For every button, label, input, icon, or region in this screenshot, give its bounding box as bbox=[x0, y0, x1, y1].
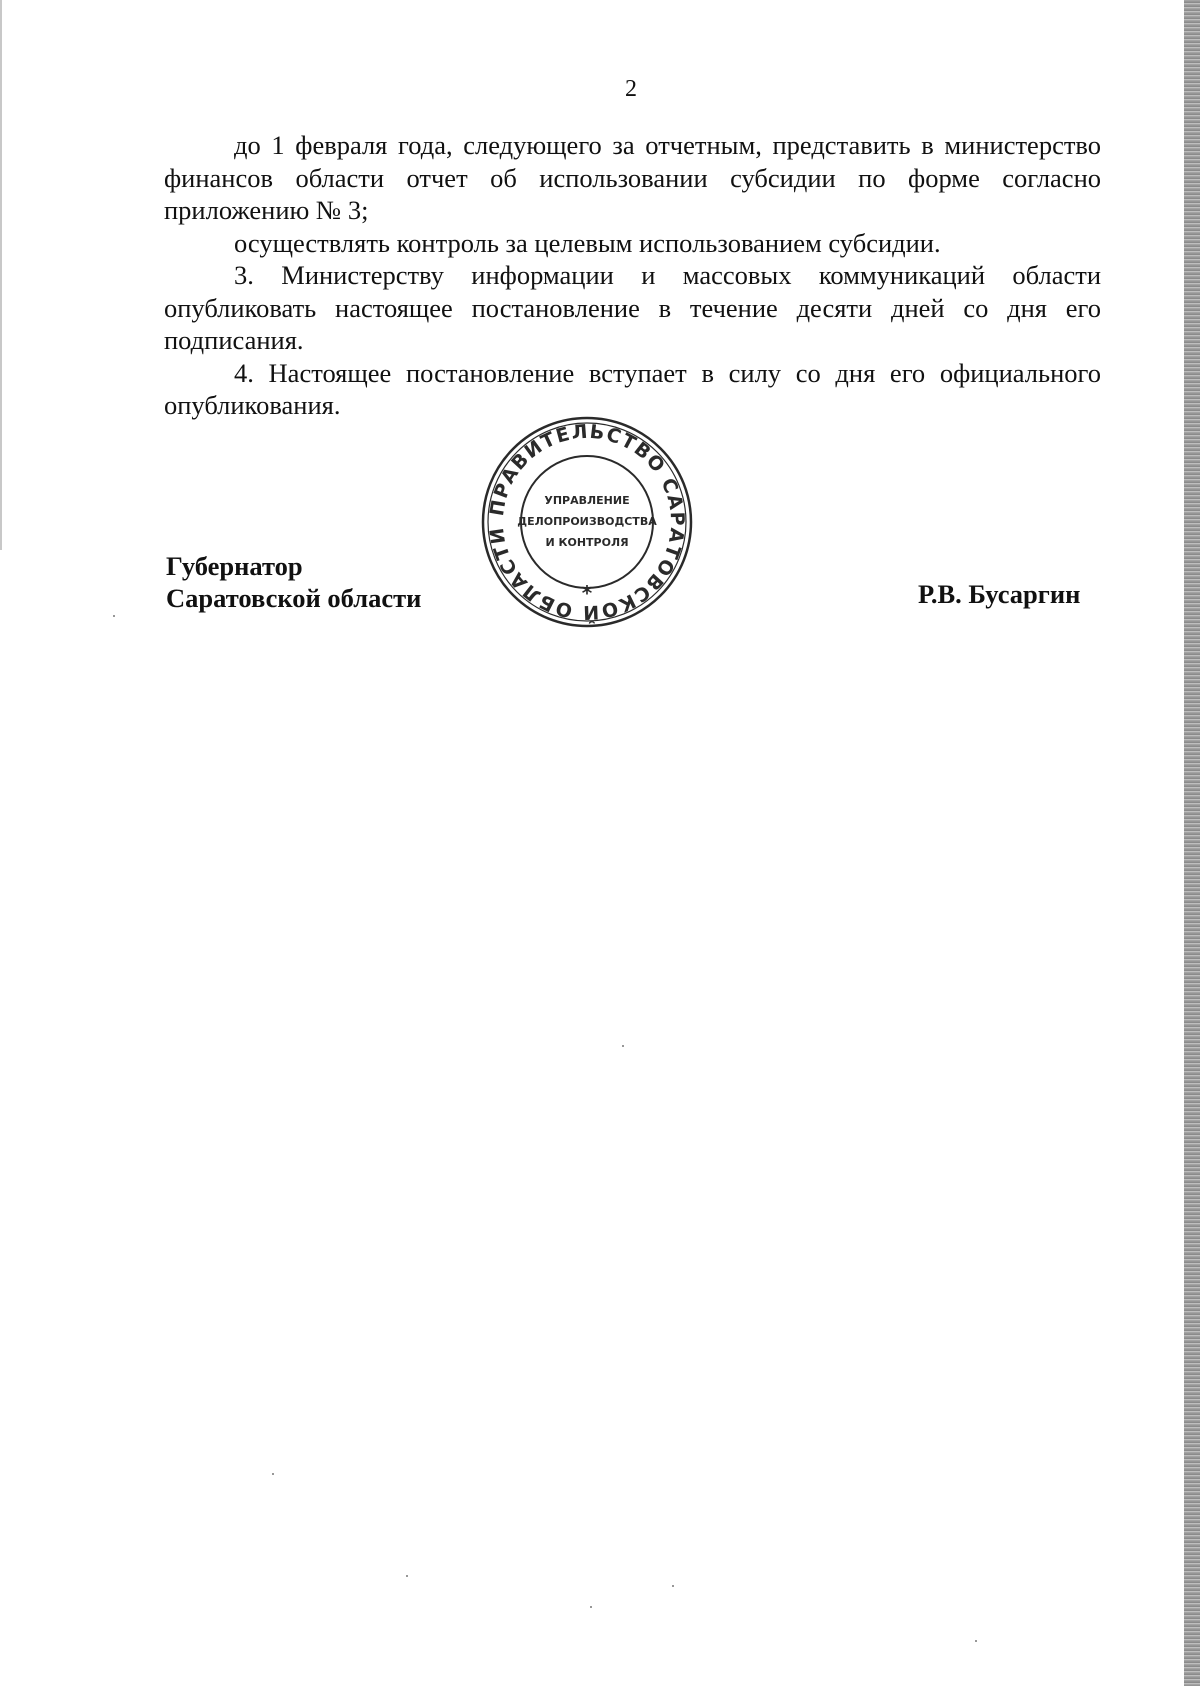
signatory-title-line2: Саратовской области bbox=[166, 583, 422, 613]
seal-inner-line1: УПРАВЛЕНИЕ bbox=[544, 494, 630, 507]
paragraph-4: 4. Настоящее постановление вступает в силу со дня его официального опубликования. bbox=[164, 357, 1101, 420]
paragraph-3: 3. Министерству информации и массовых коммуникаций области опубликовать настоящее постановление в течение десяти дней со дня его подписания. bbox=[164, 260, 1101, 355]
body-text bbox=[164, 129, 1101, 422]
scan-speck bbox=[590, 1606, 592, 1608]
signatory-title-line1: Губернатор bbox=[166, 551, 303, 581]
scan-speck bbox=[113, 615, 115, 617]
seal-inner-line3: И КОНТРОЛЯ bbox=[545, 536, 629, 549]
seal-inner-line2: ДЕЛОПРОИЗВОДСТВА bbox=[517, 515, 657, 528]
paragraph-2: осуществлять контроль за целевым использованием субсидии. bbox=[234, 227, 941, 258]
seal-outer-text-path: ПРАВИТЕЛЬСТВО САРАТОВСКОЙ ОБЛАСТИ bbox=[485, 420, 689, 624]
page-number: 2 bbox=[625, 76, 637, 102]
scan-speck bbox=[975, 1640, 977, 1642]
scan-speck bbox=[272, 1473, 274, 1475]
signatory-name: Р.В. Бусаргин bbox=[918, 579, 1081, 609]
scan-speck bbox=[672, 1585, 674, 1587]
scan-edge-right bbox=[1184, 0, 1200, 1686]
official-seal bbox=[480, 415, 694, 629]
scan-speck bbox=[622, 1045, 624, 1047]
paragraph-1: до 1 февраля года, следующего за отчетным, представить в министерство финансов области отчет об использовании субсидии по форме согласно приложению № 3; bbox=[164, 130, 1101, 225]
seal-star: * bbox=[581, 581, 593, 605]
signatory-title bbox=[166, 550, 421, 614]
scan-speck bbox=[406, 1575, 408, 1577]
